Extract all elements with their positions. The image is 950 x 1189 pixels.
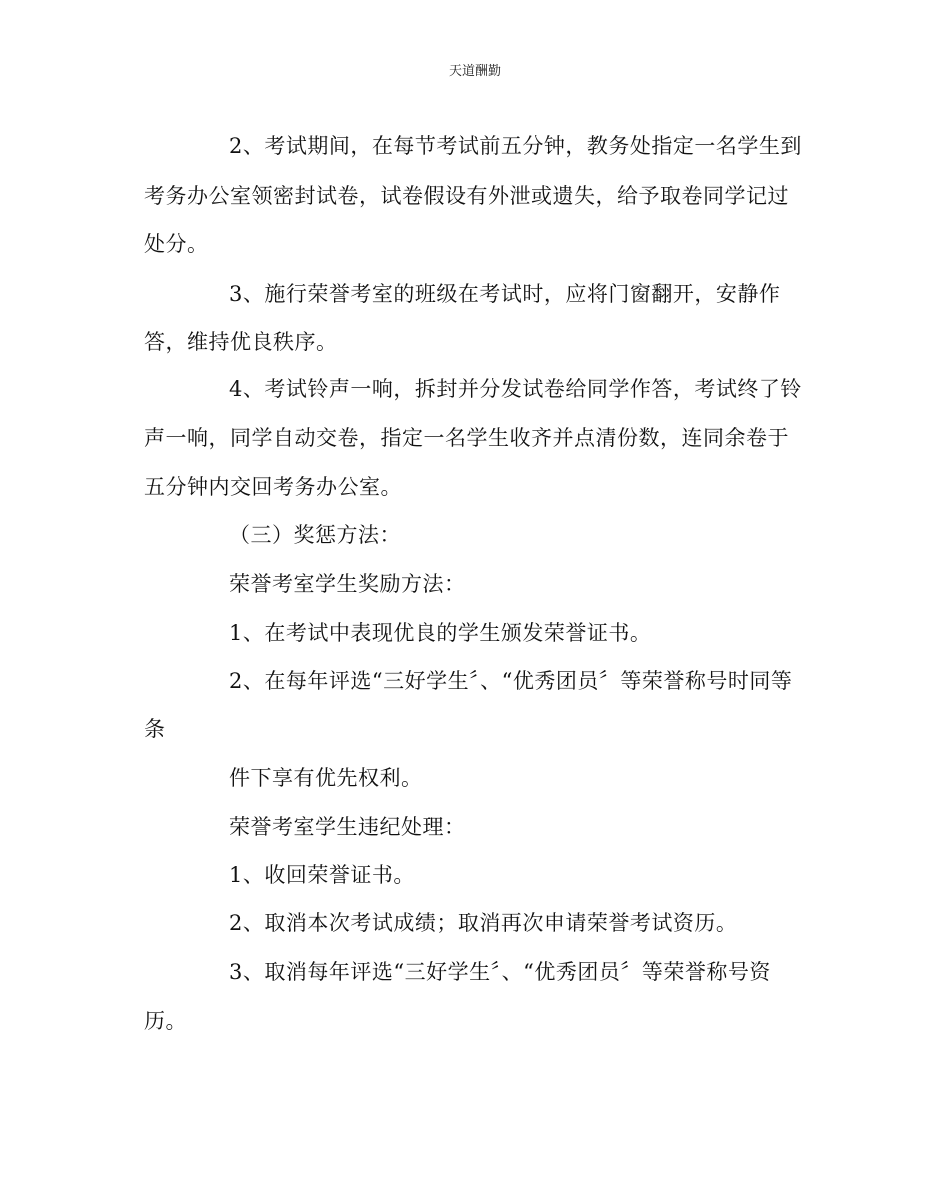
reward-heading: 荣誉考室学生奖励方法：: [229, 572, 466, 596]
section-heading: （三）奖惩方法：: [229, 523, 401, 547]
body-line-14: 件下享有优先权利。: [229, 766, 423, 790]
violation-heading: 荣誉考室学生违纪处理：: [229, 815, 466, 839]
body-line-11: 1、在考试中表现优良的学生颁发荣誉证书。: [229, 621, 652, 645]
page-header: 天道酬勤: [448, 64, 501, 79]
body-line-16: 1、收回荣誉证书。: [229, 863, 415, 887]
body-line-6: 4、考试铃声一响，拆封并分发试卷给同学作答，考试终了铃: [229, 377, 802, 401]
body-line-8: 五分钟内交回考务办公室。: [144, 475, 402, 499]
body-line-18: 3、取消每年评选“三好学生〞、“优秀团员〞等荣誉称号资: [229, 960, 771, 984]
body-line-2: 考务办公室领密封试卷，试卷假设有外泄或遗失，给予取卷同学记过: [144, 184, 789, 208]
body-line-1: 2、考试期间，在每节考试前五分钟，教务处指定一名学生到: [229, 134, 802, 158]
body-line-13: 条: [144, 717, 166, 741]
body-line-4: 3、施行荣誉考室的班级在考试时，应将门窗翻开，安静作: [229, 282, 781, 306]
body-line-12: 2、在每年评选“三好学生〞、“优秀团员〞等荣誉称号时同等: [229, 669, 793, 693]
body-line-19: 历。: [144, 1009, 187, 1033]
body-line-17: 2、取消本次考试成绩；取消再次申请荣誉考试资历。: [229, 911, 738, 935]
body-line-7: 声一响，同学自动交卷，指定一名学生收齐并点清份数，连同余卷于: [144, 426, 789, 450]
body-line-5: 答，维持优良秩序。: [144, 330, 338, 354]
body-line-3: 处分。: [144, 232, 209, 256]
